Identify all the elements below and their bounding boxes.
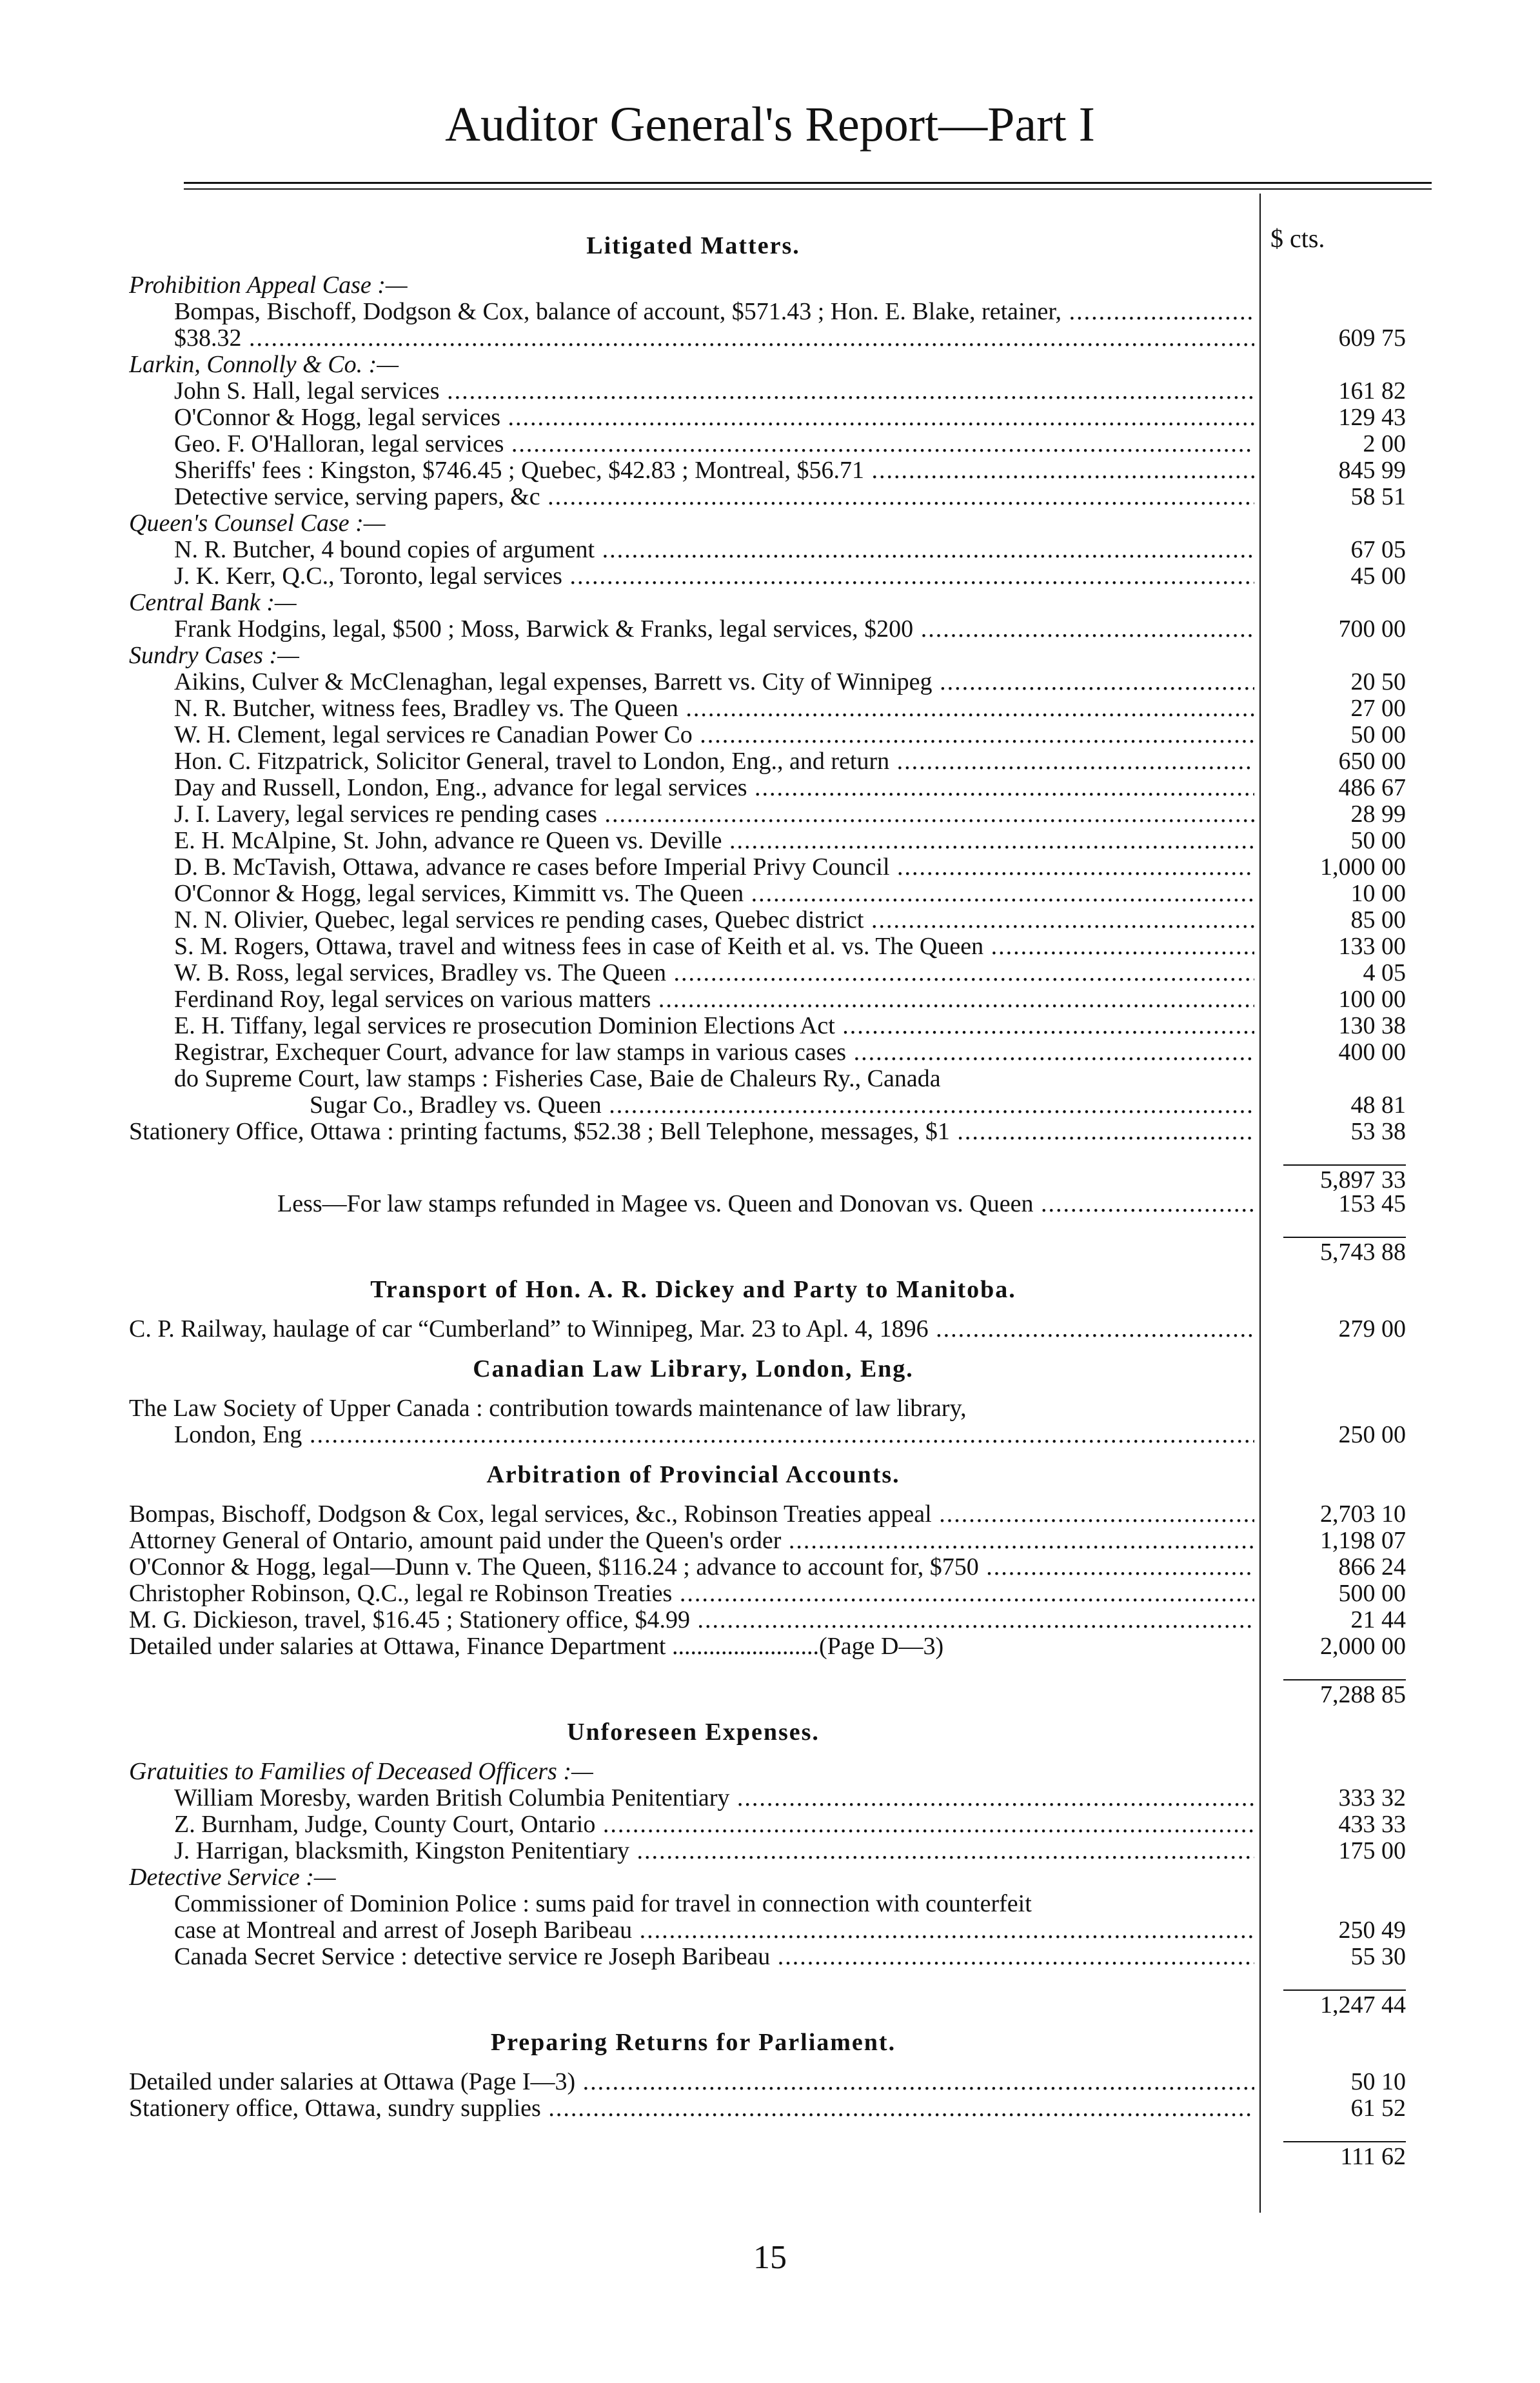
row-description: Z. Burnham, Judge, County Court, Ontario .....	[174, 1811, 1254, 1838]
row-amount: 67 05	[1350, 537, 1406, 563]
row-description: E. H. Tiffany, legal services re prosecution Dominion Elections Act .....	[174, 1013, 1254, 1039]
row-amount: 130 38	[1338, 1013, 1406, 1039]
row-amount: 486 67	[1338, 775, 1406, 801]
spacer	[129, 1145, 1432, 1164]
section-heading: Litigated Matters.	[586, 232, 800, 259]
row-description: Frank Hodgins, legal, $500 ; Moss, Barwick & Franks, legal services, $200 .....	[174, 616, 1254, 643]
ledger-row	[129, 1528, 1432, 1554]
ledger-row	[129, 1944, 1432, 1970]
row-amount: 650 00	[1338, 748, 1406, 775]
row-amount: 1,000 00	[1320, 854, 1406, 881]
row-description: D. B. McTavish, Ottawa, advance re cases before Imperial Privy Council .....	[174, 854, 1254, 881]
row-description: N. R. Butcher, 4 bound copies of argument .....	[174, 537, 1254, 563]
row-description: case at Montreal and arrest of Joseph Baribeau .....	[174, 1917, 1254, 1944]
row-description: Larkin, Connolly & Co. :—	[129, 352, 399, 378]
row-description: Queen's Counsel Case :—	[129, 510, 386, 537]
row-amount: 20 50	[1350, 669, 1406, 695]
ledger-row	[129, 722, 1432, 748]
page-number: 15	[753, 2239, 787, 2276]
ledger-row	[129, 563, 1432, 590]
row-amount: 175 00	[1338, 1838, 1406, 1864]
total-row	[129, 2141, 1432, 2168]
row-amount: 53 38	[1350, 1119, 1406, 1145]
row-description: Stationery office, Ottawa, sundry supplies .....	[129, 2095, 1254, 2122]
row-description: J. K. Kerr, Q.C., Toronto, legal services .....	[174, 563, 1254, 590]
row-amount: 4 05	[1363, 960, 1406, 986]
row-description: Detective service, serving papers, &c .....	[174, 484, 1254, 510]
ledger-row	[129, 669, 1432, 695]
row-description: N. R. Butcher, witness fees, Bradley vs. The Queen .....	[174, 695, 1254, 722]
spacer	[129, 1970, 1432, 1989]
ledger-row	[129, 1580, 1432, 1607]
row-description: Bompas, Bischoff, Dodgson & Cox, legal services, &c., Robinson Treaties appeal .....	[129, 1501, 1254, 1528]
row-description: J. I. Lavery, legal services re pending cases .....	[174, 801, 1254, 828]
ledger-row	[129, 1633, 1432, 1660]
ledger-row	[129, 801, 1432, 828]
subheading-row	[129, 272, 1432, 299]
ledger-row	[129, 1316, 1432, 1342]
row-description: Stationery Office, Ottawa : printing factums, $52.38 ; Bell Telephone, messages, $1 .....	[129, 1119, 1254, 1145]
row-amount: 500 00	[1338, 1580, 1406, 1607]
row-description: The Law Society of Upper Canada : contribution towards maintenance of law library,	[129, 1395, 967, 1422]
row-description: W. B. Ross, legal services, Bradley vs. The Queen .....	[174, 960, 1254, 986]
row-amount: 866 24	[1338, 1554, 1406, 1580]
currency-header: $ cts.	[1270, 224, 1325, 253]
ledger-row	[129, 960, 1432, 986]
row-amount: 5,897 33	[1283, 1164, 1406, 1191]
page-title: Auditor General's Report—Part I	[445, 97, 1095, 152]
ledger-row	[129, 1501, 1432, 1528]
row-amount: 700 00	[1338, 616, 1406, 643]
row-description: Sheriffs' fees : Kingston, $746.45 ; Quebec, $42.83 ; Montreal, $56.71 .....	[174, 457, 1254, 484]
row-amount: 609 75	[1338, 325, 1406, 352]
ledger-row	[129, 748, 1432, 775]
row-description: Less—For law stamps refunded in Magee vs. Queen and Donovan vs. Queen .....	[277, 1191, 1254, 1217]
row-description: O'Connor & Hogg, legal—Dunn v. The Queen, $116.24 ; advance to account for, $750 .....	[129, 1554, 1254, 1580]
ledger-row	[129, 2069, 1432, 2095]
section-heading: Canadian Law Library, London, Eng.	[473, 1355, 914, 1382]
section-heading: Preparing Returns for Parliament.	[490, 2029, 896, 2056]
row-amount: 100 00	[1338, 986, 1406, 1013]
ledger-row	[129, 907, 1432, 933]
row-amount: 250 00	[1338, 1422, 1406, 1448]
row-description: Aikins, Culver & McClenaghan, legal expenses, Barrett vs. City of Winnipeg .....	[174, 669, 1254, 695]
row-description: S. M. Rogers, Ottawa, travel and witness fees in case of Keith et al. vs. The Queen .....	[174, 933, 1254, 960]
ledger-row	[129, 431, 1432, 457]
row-amount: 111 62	[1283, 2141, 1406, 2168]
row-description: Geo. F. O'Halloran, legal services .....	[174, 431, 1254, 457]
row-amount: 55 30	[1350, 1944, 1406, 1970]
ledger-row	[129, 881, 1432, 907]
ledger-row	[129, 404, 1432, 431]
total-row	[129, 1164, 1432, 1191]
subheading-row	[129, 510, 1432, 537]
row-description: Detailed under salaries at Ottawa, Finance Department ........................(Page D—3)	[129, 1633, 944, 1660]
row-amount: 2,000 00	[1320, 1633, 1406, 1660]
row-amount: 400 00	[1338, 1039, 1406, 1066]
section-heading: Arbitration of Provincial Accounts.	[486, 1461, 900, 1488]
ledger-row	[129, 537, 1432, 563]
ledger-row	[129, 1838, 1432, 1864]
row-description: $38.32 .....	[174, 325, 1254, 352]
row-amount: 5,743 88	[1283, 1237, 1406, 1263]
row-amount: 50 10	[1350, 2069, 1406, 2095]
row-description: O'Connor & Hogg, legal services .....	[174, 404, 1254, 431]
subheading-row	[129, 352, 1432, 378]
row-description: Day and Russell, London, Eng., advance for legal services .....	[174, 775, 1254, 801]
row-amount: 153 45	[1338, 1191, 1406, 1217]
ledger-row	[129, 1422, 1432, 1448]
total-row	[129, 1237, 1432, 1263]
row-description: John S. Hall, legal services .....	[174, 378, 1254, 404]
row-description: Gratuities to Families of Deceased Officers :—	[129, 1759, 593, 1785]
ledger-row	[129, 1395, 1432, 1422]
ledger-row	[129, 1607, 1432, 1633]
row-amount: 21 44	[1350, 1607, 1406, 1633]
ledger-row	[129, 1039, 1432, 1066]
row-amount: 2,703 10	[1320, 1501, 1406, 1528]
row-amount: 7,288 85	[1283, 1679, 1406, 1706]
row-description: E. H. McAlpine, St. John, advance re Queen vs. Deville .....	[174, 828, 1254, 854]
ledger-row	[129, 378, 1432, 404]
row-description: Canada Secret Service : detective service re Joseph Baribeau .....	[174, 1944, 1254, 1970]
row-amount: 1,198 07	[1320, 1528, 1406, 1554]
row-description: Hon. C. Fitzpatrick, Solicitor General, travel to London, Eng., and return .....	[174, 748, 1254, 775]
ledger-row	[129, 1013, 1432, 1039]
row-amount: 129 43	[1338, 404, 1406, 431]
section-heading: Unforeseen Expenses.	[567, 1719, 820, 1746]
ledger-row	[129, 1811, 1432, 1838]
row-description: Detective Service :—	[129, 1864, 336, 1891]
row-amount: 50 00	[1350, 722, 1406, 748]
ledger-row	[129, 695, 1432, 722]
total-row	[129, 1679, 1432, 1706]
row-description: M. G. Dickieson, travel, $16.45 ; Stationery office, $4.99 .....	[129, 1607, 1254, 1633]
row-amount: 61 52	[1350, 2095, 1406, 2122]
row-description: Registrar, Exchequer Court, advance for law stamps in various cases .....	[174, 1039, 1254, 1066]
row-amount: 433 33	[1338, 1811, 1406, 1838]
ledger-row	[129, 1785, 1432, 1811]
ledger-row	[129, 2095, 1432, 2122]
ledger-row	[129, 1092, 1432, 1119]
row-description: Sugar Co., Bradley vs. Queen .....	[310, 1092, 1254, 1119]
row-description: Ferdinand Roy, legal services on various matters .....	[174, 986, 1254, 1013]
row-amount: 845 99	[1338, 457, 1406, 484]
row-amount: 50 00	[1350, 828, 1406, 854]
ledger-row	[129, 1066, 1432, 1092]
row-amount: 333 32	[1338, 1785, 1406, 1811]
ledger-row	[129, 457, 1432, 484]
ledger-row	[129, 484, 1432, 510]
row-description: Central Bank :—	[129, 590, 297, 616]
ledger-row	[129, 1917, 1432, 1944]
ledger-row	[129, 1891, 1432, 1917]
row-description: Prohibition Appeal Case :—	[129, 272, 408, 299]
subheading-row	[129, 1759, 1432, 1785]
row-description: Sundry Cases :—	[129, 643, 299, 669]
row-description: J. Harrigan, blacksmith, Kingston Penitentiary .....	[174, 1838, 1254, 1864]
header-rule-thin	[184, 188, 1432, 190]
row-description: Detailed under salaries at Ottawa (Page I—3) .....	[129, 2069, 1254, 2095]
ledger-row	[129, 775, 1432, 801]
ledger-row	[129, 1554, 1432, 1580]
spacer	[129, 2122, 1432, 2141]
row-amount: 133 00	[1338, 933, 1406, 960]
row-amount: 58 51	[1350, 484, 1406, 510]
ledger-content	[129, 219, 1432, 2168]
row-description: William Moresby, warden British Columbia Penitentiary .....	[174, 1785, 1254, 1811]
row-amount: 250 49	[1338, 1917, 1406, 1944]
row-description: Christopher Robinson, Q.C., legal re Robinson Treaties .....	[129, 1580, 1254, 1607]
row-description: do Supreme Court, law stamps : Fisheries Case, Baie de Chaleurs Ry., Canada	[174, 1066, 941, 1092]
ledger-row	[129, 325, 1432, 352]
row-description: Bompas, Bischoff, Dodgson & Cox, balance of account, $571.43 ; Hon. E. Blake, retainer, .....	[174, 299, 1254, 325]
row-description: Attorney General of Ontario, amount paid under the Queen's order .....	[129, 1528, 1254, 1554]
ledger-row	[129, 616, 1432, 643]
row-amount: 2 00	[1363, 431, 1406, 457]
subheading-row	[129, 643, 1432, 669]
section-heading: Transport of Hon. A. R. Dickey and Party to Manitoba.	[370, 1276, 1016, 1303]
row-amount: 27 00	[1350, 695, 1406, 722]
row-description: London, Eng .....	[174, 1422, 1254, 1448]
row-amount: 48 81	[1350, 1092, 1406, 1119]
row-amount: 1,247 44	[1283, 1989, 1406, 2016]
subheading-row	[129, 1864, 1432, 1891]
row-amount: 28 99	[1350, 801, 1406, 828]
ledger-row	[129, 299, 1432, 325]
row-amount: 10 00	[1350, 881, 1406, 907]
spacer	[129, 1660, 1432, 1679]
ledger-row	[129, 986, 1432, 1013]
deduction-row	[129, 1191, 1432, 1217]
ledger-row	[129, 1119, 1432, 1145]
row-description: O'Connor & Hogg, legal services, Kimmitt vs. The Queen .....	[174, 881, 1254, 907]
row-description: W. H. Clement, legal services re Canadian Power Co .....	[174, 722, 1254, 748]
ledger-row	[129, 828, 1432, 854]
row-amount: 279 00	[1338, 1316, 1406, 1342]
ledger-row	[129, 933, 1432, 960]
spacer	[129, 1217, 1432, 1237]
header-rule	[184, 182, 1432, 184]
row-amount: 45 00	[1350, 563, 1406, 590]
row-amount: 161 82	[1338, 378, 1406, 404]
subheading-row	[129, 590, 1432, 616]
row-description: N. N. Olivier, Quebec, legal services re pending cases, Quebec district .....	[174, 907, 1254, 933]
ledger-row	[129, 854, 1432, 881]
row-amount: 85 00	[1350, 907, 1406, 933]
total-row	[129, 1989, 1432, 2016]
row-description: C. P. Railway, haulage of car “Cumberland” to Winnipeg, Mar. 23 to Apl. 4, 1896 .....	[129, 1316, 1254, 1342]
row-description: Commissioner of Dominion Police : sums paid for travel in connection with counterfeit	[174, 1891, 1032, 1917]
